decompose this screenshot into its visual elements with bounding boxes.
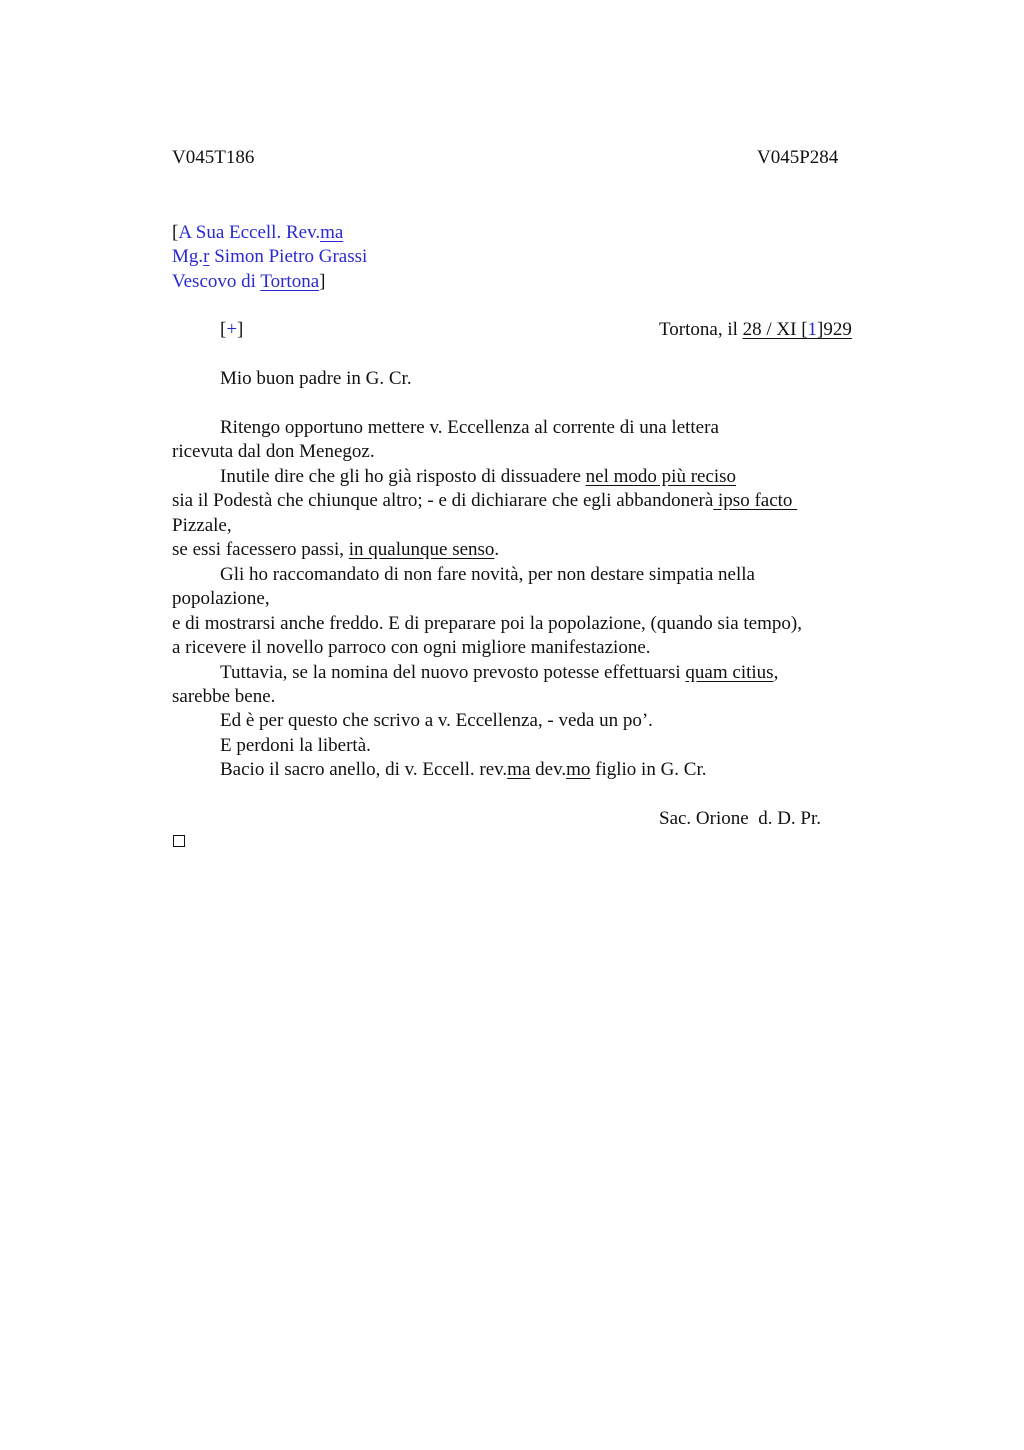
underlined-phrase: quam citius bbox=[685, 662, 774, 683]
document-code-left: V045T186 bbox=[172, 147, 255, 168]
underlined-phrase: in qualunque senso bbox=[348, 539, 495, 560]
address-line-1: [A Sua Eccell. Rev.ma bbox=[172, 222, 344, 243]
body-line: ricevuta dal don Menegoz. bbox=[172, 441, 375, 462]
address-abbrev-ma: ma bbox=[320, 222, 344, 243]
end-marker-box bbox=[173, 835, 185, 847]
body-line: Pizzale, bbox=[172, 515, 232, 536]
address-vescovo: Vescovo di bbox=[172, 271, 261, 292]
body-line: popolazione, bbox=[172, 588, 270, 609]
body-line: sarebbe bene. bbox=[172, 686, 276, 707]
document-code-right: V045P284 bbox=[757, 147, 839, 168]
body-line: Ed è per questo che scrivo a v. Eccellenza, - veda un po’. bbox=[220, 710, 653, 731]
body-line: Tuttavia, se la nomina del nuovo prevosto potesse effettuarsi quam citius, bbox=[220, 662, 779, 683]
address-line-3: Vescovo di Tortona] bbox=[172, 271, 326, 292]
underlined-phrase: nel modo più reciso bbox=[585, 466, 737, 487]
underlined-phrase: ipso facto bbox=[713, 490, 798, 511]
body-line: Ritengo opportuno mettere v. Eccellenza al corrente di una lettera bbox=[220, 417, 719, 438]
body-line: sia il Podestà che chiunque altro; - e di dichiarare che egli abbandonerà ipso facto bbox=[172, 490, 798, 511]
body-line: E perdoni la libertà. bbox=[220, 735, 371, 756]
signature: Sac. Orione d. D. Pr. bbox=[659, 808, 822, 829]
body-line: se essi facessero passi, in qualunque senso. bbox=[172, 539, 500, 560]
dateline bbox=[659, 318, 852, 342]
address-recipient-title: A Sua Eccell. Rev. bbox=[178, 222, 321, 243]
cross-mark: [+] bbox=[220, 319, 244, 340]
address-city: Tortona bbox=[260, 271, 320, 292]
address-name: Simon Pietro Grassi bbox=[209, 246, 368, 267]
cross-symbol: + bbox=[226, 319, 238, 340]
body-line-closing: Bacio il sacro anello, di v. Eccell. rev.ma dev.mo figlio in G. Cr. bbox=[220, 759, 707, 780]
body-line: e di mostrarsi anche freddo. E di preparare poi la popolazione, (quando sia tempo), bbox=[172, 613, 802, 634]
address-line-2 bbox=[172, 245, 367, 269]
body-line: Gli ho raccomandato di non fare novità, per non destare simpatia nella bbox=[220, 564, 755, 585]
dateline-place: Tortona, il bbox=[659, 319, 743, 340]
address-mgr: Mg. bbox=[172, 246, 204, 267]
body-line: a ricevere il novello parroco con ogni migliore manifestazione. bbox=[172, 637, 651, 658]
address-abbrev-r: r bbox=[203, 246, 210, 267]
body-line: Inutile dire che gli ho già risposto di dissuadere nel modo più reciso bbox=[220, 466, 737, 487]
salutation: Mio buon padre in G. Cr. bbox=[220, 368, 412, 389]
dateline-date: 28 / XI [1]929 bbox=[742, 319, 852, 340]
